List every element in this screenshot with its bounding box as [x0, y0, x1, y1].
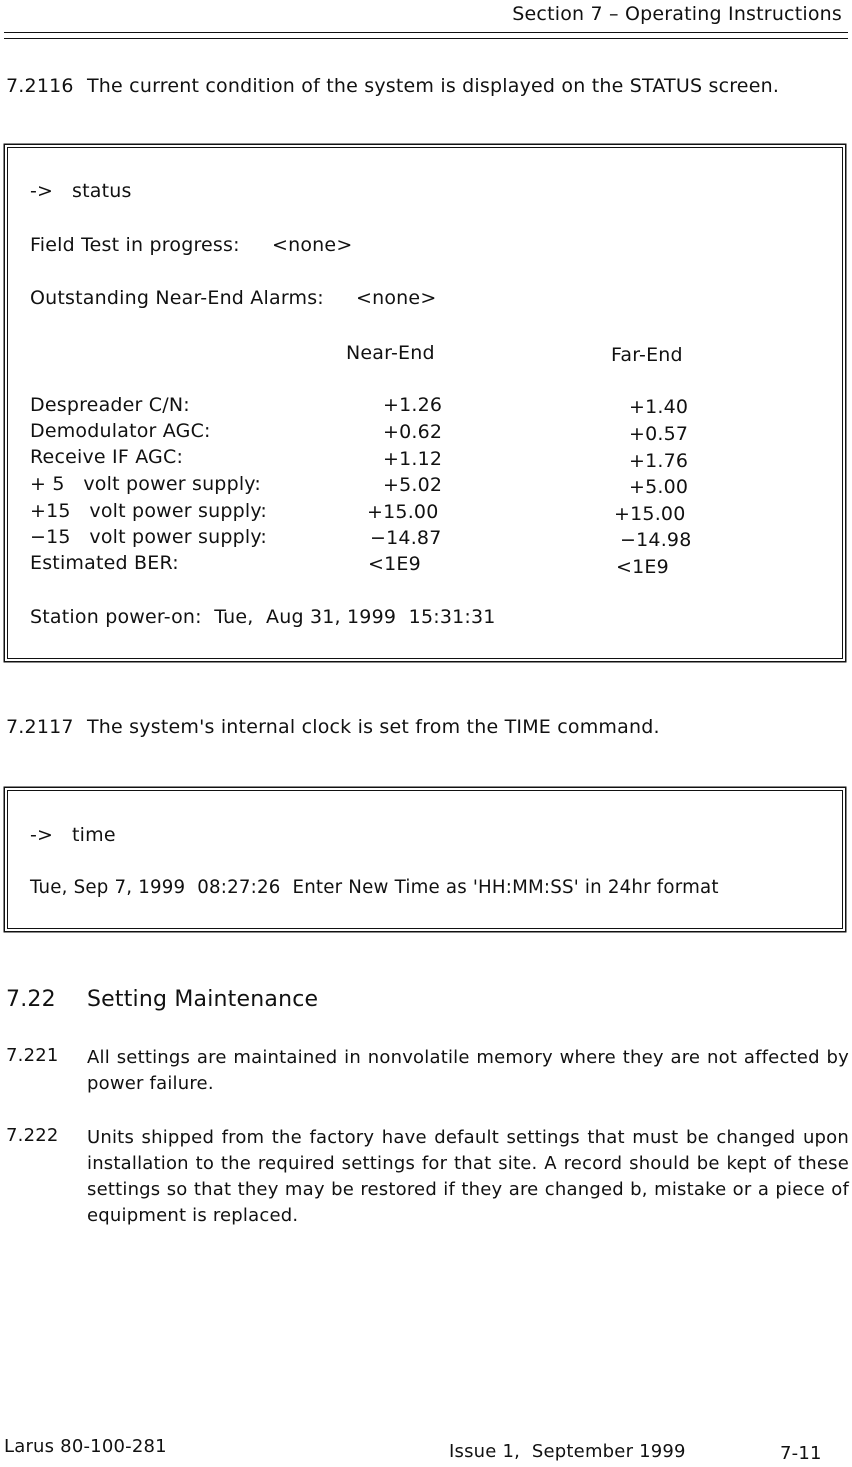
row-near-value: +5.02	[383, 474, 443, 496]
status-prompt: ->	[30, 180, 54, 202]
row-label: + 5 volt power supply:	[30, 473, 261, 495]
section-722-title: Setting Maintenance	[87, 987, 319, 1012]
alarms-label: Outstanding Near-End Alarms:	[30, 287, 324, 309]
row-label: Demodulator AGC:	[30, 420, 211, 442]
para-2117-text: The system's internal clock is set from the TIME command.	[87, 716, 660, 738]
time-screen-box	[7, 790, 843, 929]
para-222-number: 7.222	[6, 1125, 59, 1146]
row-far-value: +15.00	[614, 503, 686, 525]
row-label: Despreader C/N:	[30, 394, 190, 416]
row-label: Estimated BER:	[30, 552, 179, 574]
footer-page: 7-11	[780, 1443, 822, 1464]
para-2117-number: 7.2117	[6, 716, 74, 738]
time-command: time	[72, 824, 116, 846]
row-far-value: −14.98	[620, 529, 692, 551]
section-722-number: 7.22	[6, 987, 56, 1012]
row-far-value: <1E9	[616, 556, 669, 578]
row-label: Receive IF AGC:	[30, 446, 184, 468]
row-near-value: +1.26	[383, 394, 443, 416]
footer-issue: Issue 1, September 1999	[449, 1441, 686, 1462]
near-end-header: Near-End	[346, 342, 435, 364]
alarms-value: <none>	[356, 287, 437, 309]
row-far-value: +1.76	[629, 450, 689, 472]
row-label: −15 volt power supply:	[30, 526, 268, 548]
para-221-number: 7.221	[6, 1045, 59, 1066]
row-far-value: +0.57	[629, 423, 689, 445]
time-output: Tue, Sep 7, 1999 08:27:26 Enter New Time as 'HH:MM:SS' in 24hr format	[30, 877, 719, 898]
header-rule-top	[4, 32, 848, 33]
station-power-on: Station power-on: Tue, Aug 31, 1999 15:31:31	[30, 606, 496, 628]
row-near-value: +0.62	[383, 421, 443, 443]
row-near-value: −14.87	[370, 527, 442, 549]
footer-doc-number: Larus 80-100-281	[4, 1436, 167, 1457]
row-near-value: <1E9	[368, 553, 421, 575]
para-221-text: All settings are maintained in nonvolatile memory where they are not affected by power failure.	[87, 1047, 849, 1094]
row-far-value: +1.40	[629, 396, 689, 418]
para-2116-number: 7.2116	[6, 75, 74, 97]
section-header: Section 7 – Operating Instructions	[512, 3, 842, 25]
para-2116-text: The current condition of the system is displayed on the STATUS screen.	[87, 75, 780, 97]
far-end-header: Far-End	[611, 344, 683, 366]
time-prompt: ->	[30, 824, 54, 846]
row-far-value: +5.00	[629, 476, 689, 498]
field-test-label: Field Test in progress:	[30, 234, 240, 256]
row-label: +15 volt power supply:	[30, 500, 268, 522]
row-near-value: +15.00	[367, 501, 439, 523]
field-test-value: <none>	[272, 234, 353, 256]
para-222-text: Units shipped from the factory have default settings that must be changed upon installation to the required settings for that site. A record should be kept of these settings so that they may be restored if they are changed b, mistake or a piece of equipment is replaced.	[87, 1127, 849, 1226]
status-command: status	[72, 180, 132, 202]
row-near-value: +1.12	[383, 448, 443, 470]
header-rule-bottom	[4, 38, 848, 39]
